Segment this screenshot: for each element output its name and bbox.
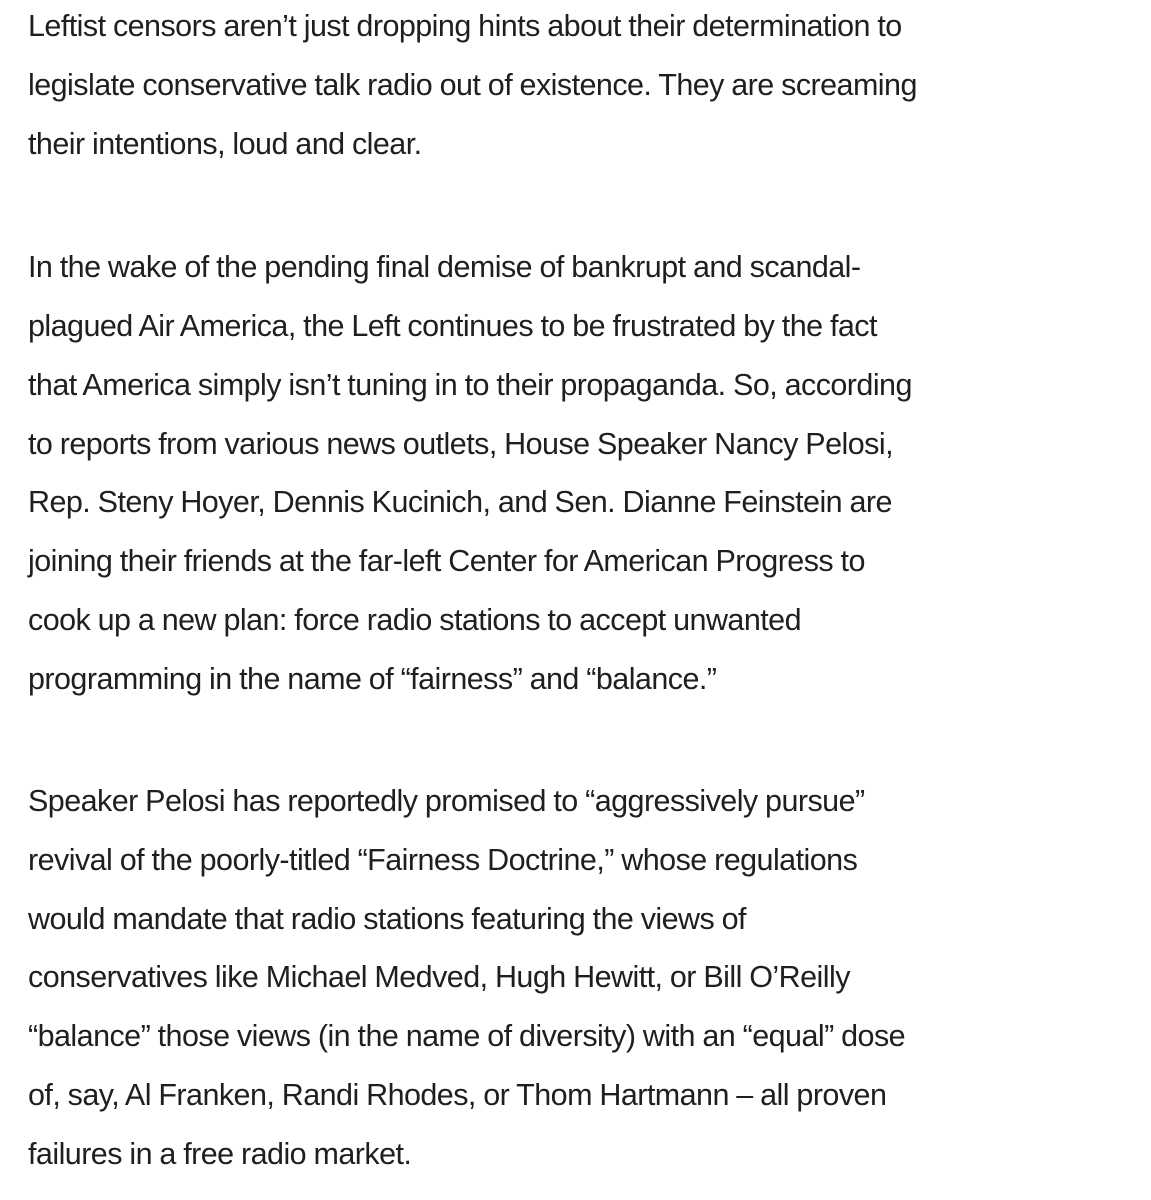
text-line: that America simply isn’t tuning in to their propaganda. So, according [28, 368, 912, 402]
text-line: revival of the poorly-titled “Fairness Doctrine,” whose regulations [28, 843, 858, 877]
text-line: Leftist censors aren’t just dropping hints about their determination to [28, 9, 902, 43]
text-line: “balance” those views (in the name of diversity) with an “equal” dose [28, 1019, 906, 1053]
text-line: legislate conservative talk radio out of existence. They are screaming [28, 68, 917, 102]
text-line: failures in a free radio market. [28, 1137, 412, 1171]
text-line: of, say, Al Franken, Randi Rhodes, or Thom Hartmann – all proven [28, 1078, 887, 1112]
text-line: programming in the name of “fairness” and “balance.” [28, 662, 717, 696]
text-line: Speaker Pelosi has reportedly promised to “aggressively pursue” [28, 784, 865, 818]
text-line: plagued Air America, the Left continues to be frustrated by the fact [28, 309, 877, 343]
text-line: In the wake of the pending final demise of bankrupt and scandal- [28, 250, 861, 284]
text-line: Rep. Steny Hoyer, Dennis Kucinich, and Sen. Dianne Feinstein are [28, 485, 892, 519]
text-line: conservatives like Michael Medved, Hugh Hewitt, or Bill O’Reilly [28, 960, 850, 994]
text-line: to reports from various news outlets, House Speaker Nancy Pelosi, [28, 427, 893, 461]
text-line: would mandate that radio stations featuring the views of [28, 902, 746, 936]
text-line: their intentions, loud and clear. [28, 127, 422, 161]
text-line: joining their friends at the far-left Center for American Progress to [28, 544, 865, 578]
text-line: cook up a new plan: force radio stations to accept unwanted [28, 603, 802, 637]
